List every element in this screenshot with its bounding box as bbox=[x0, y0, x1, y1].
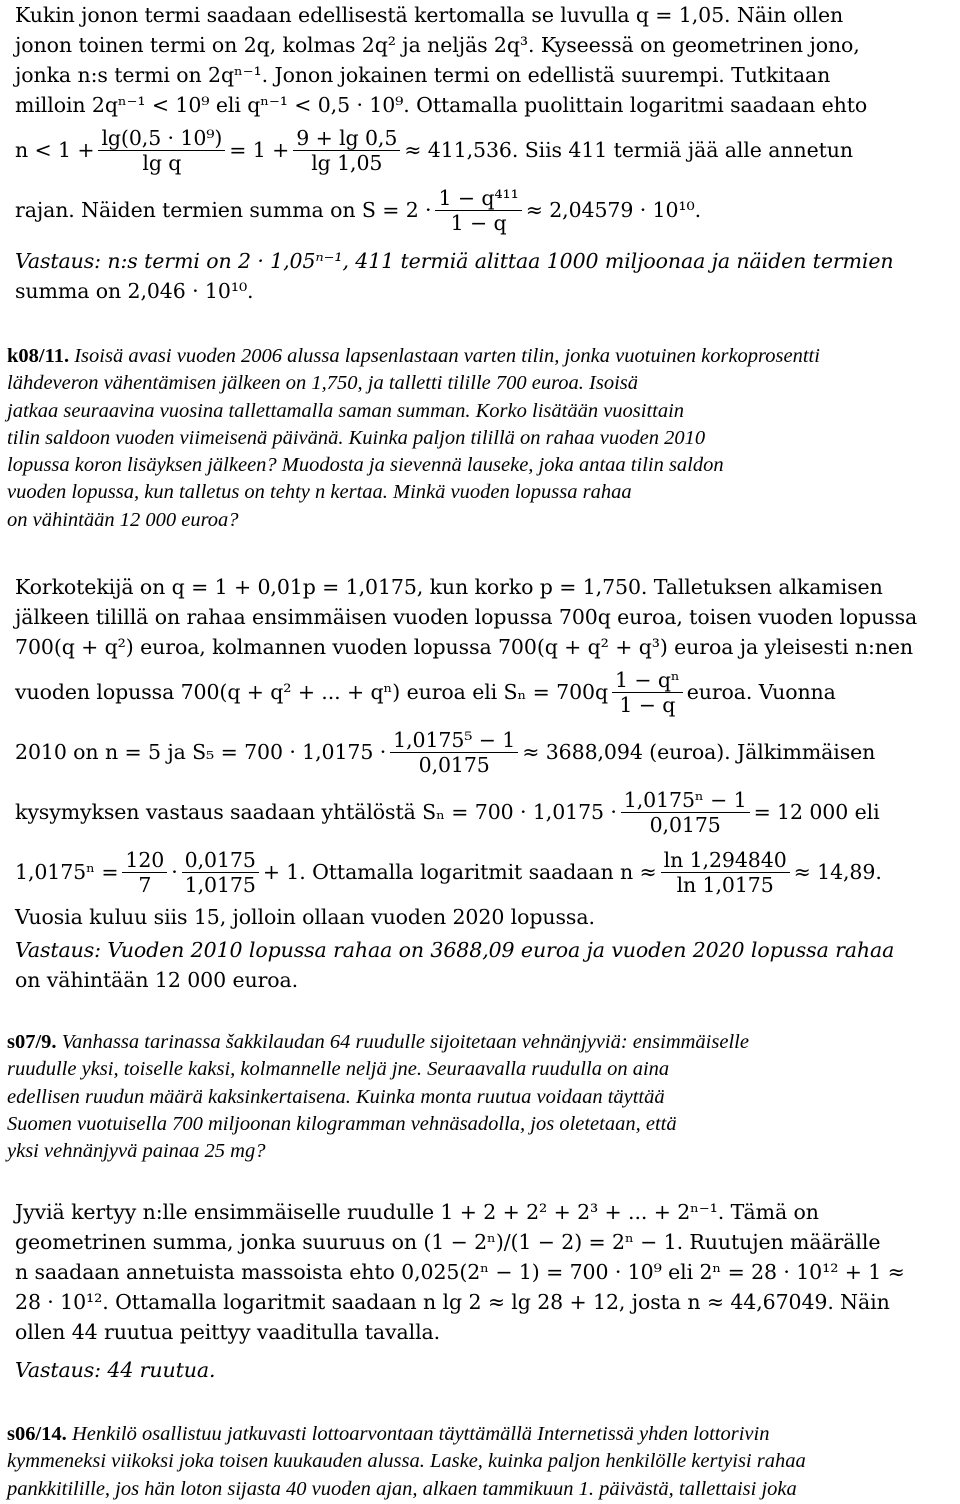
answer-block-3 bbox=[0, 1355, 960, 1385]
answer-line: Vastaus: n:s termi on 2 · 1,05ⁿ⁻¹, 411 termiä alittaa 1000 miljoonaa ja näiden termien bbox=[15, 249, 894, 273]
equation-line: 2010 on n = 5 ja S₅ = 700 · 1,0175 · $\frac{\text{1,0175⁵ − 1}}{0,0175}$ ≈ 3688,094 (euroa). Jälkimmäisen bbox=[15, 727, 876, 777]
fraction: $\frac{\text{1 − q⁴¹¹}}{1 - q}$ bbox=[435, 186, 521, 235]
question-code: k08/11. bbox=[7, 345, 70, 367]
question-code: s07/9. bbox=[7, 1031, 57, 1053]
text-line: jälkeen tilillä on rahaa ensimmäisen vuoden lopussa 700q euroa, toisen vuoden lopussa bbox=[15, 605, 918, 629]
text-line: jonka n:s termi on 2qⁿ⁻¹. Jonon jokainen termi on edellistä suurempi. Tutkitaan bbox=[15, 63, 831, 87]
equation-line: rajan. Näiden termien summa on S = 2 · $\frac{\text{1 − q⁴¹¹}}{1 - q}$ ≈ 2,04579 · 10¹⁰. bbox=[15, 185, 702, 235]
answer-line: Vastaus: 44 ruutua. bbox=[15, 1358, 216, 1382]
text-line: ollen 44 ruutua peittyy vaaditulla tavalla. bbox=[15, 1320, 441, 1344]
question-s07-9: s07/9. Vanhassa tarinassa šakkilaudan 64 ruudulle sijoitetaan vehnänjyviä: ensimmäiselle ruudulle yksi, toiselle kaksi, kolmannelle neljä jne. Seuraavalla ruudulla on aina edellisen ruudun määrä kaksinkertaisena. Kuinka monta ruutua voidaan täyttää Suomen vuotuisella 700 miljoonan kilogramman vehnäsadolla, jos oletetaan, että yksi vehnänjyvä painaa 25 mg? bbox=[0, 1029, 960, 1165]
fraction: $\frac{\text{1,0175ⁿ − 1}}{0,0175}$ bbox=[621, 788, 750, 837]
answer-block-1 bbox=[0, 246, 960, 306]
text-line: lähdeveron vähentämisen jälkeen on 1,750, ja talletti tilille 700 euroa. Isoisä bbox=[7, 372, 639, 395]
text-line: n saadaan annetuista massoista ehto 0,025(2ⁿ − 1) = 700 · 10⁹ eli 2ⁿ = 28 · 10¹² + 1 ≈ bbox=[15, 1260, 905, 1284]
equation-line: n < 1 + $\frac{\text{lg(0,5 · 10⁹)}}{\text{lg q}}$ = 1 + $\frac{9 + \lg 0,5}{\lg 1,05}$ ≈ 411,536. Siis 411 termiä jää alle annetun bbox=[15, 125, 853, 175]
fraction: $\frac{\text{1 − qⁿ}}{1 - q}$ bbox=[612, 668, 683, 717]
solution-block-3 bbox=[0, 1197, 960, 1347]
equation-line: vuoden lopussa 700(q + q² + ... + qⁿ) euroa eli Sₙ = 700q $\frac{\text{1 − qⁿ}}{1 - q}$ euroa. Vuonna bbox=[15, 667, 836, 717]
text-line: jatkaa seuraavina vuosina tallettamalla saman summan. Korko lisätään vuosittain bbox=[7, 399, 685, 422]
question-s06-14: s06/14. Henkilö osallistuu jatkuvasti lottoarvontaan täyttämällä Internetissä yhden lottorivin kymmeneksi viikoksi joka toisen kuukauden alussa. Laske, kuinka paljon henkilölle kertyisi rahaa pankkitilille, jos hän loton sijasta 40 vuoden ajan, alkaen tammikuun 1. päivästä, tallettaisi joka bbox=[0, 1421, 960, 1503]
text-line: pankkitilille, jos hän loton sijasta 40 vuoden ajan, alkaen tammikuun 1. päivästä, tallettaisi joka bbox=[7, 1477, 797, 1500]
fraction: $\frac{\text{1,0175⁵ − 1}}{0,0175}$ bbox=[390, 728, 518, 777]
text-line: geometrinen summa, jonka suuruus on (1 − 2ⁿ)/(1 − 2) = 2ⁿ − 1. Ruutujen määrälle bbox=[15, 1230, 881, 1254]
answer-line: Vastaus: Vuoden 2010 lopussa rahaa on 3688,09 euroa ja vuoden 2020 lopussa rahaa bbox=[15, 938, 895, 962]
text-line: vuoden lopussa, kun talletus on tehty n kertaa. Minkä vuoden lopussa rahaa bbox=[7, 481, 632, 504]
fraction: $\frac{\ln 1,294840}{\ln 1,0175}$ bbox=[661, 848, 790, 897]
text-line: edellisen ruudun määrä kaksinkertaisena. Kuinka monta ruutua voidaan täyttää bbox=[7, 1085, 665, 1108]
text-line: lopussa koron lisäyksen jälkeen? Muodosta ja sievennä lauseke, joka antaa tilin saldon bbox=[7, 454, 724, 477]
text-line: jonon toinen termi on 2q, kolmas 2q² ja neljäs 2q³. Kyseessä on geometrinen jono, bbox=[15, 33, 860, 57]
text-line: Kukin jonon termi saadaan edellisestä kertomalla se luvulla q = 1,05. Näin ollen bbox=[15, 3, 844, 27]
text-line: tilin saldoon vuoden viimeisenä päivänä. Kuinka paljon tilillä on rahaa vuoden 2010 bbox=[7, 426, 706, 449]
text-line: Korkotekijä on q = 1 + 0,01p = 1,0175, kun korko p = 1,750. Talletuksen alkamisen bbox=[15, 575, 883, 599]
fraction: $\frac{0,0175}{1,0175}$ bbox=[182, 848, 259, 897]
fraction: $\frac{120}{7}$ bbox=[122, 848, 167, 897]
fraction: $\frac{9 + \lg 0,5}{\lg 1,05}$ bbox=[293, 126, 400, 175]
equation-line: kysymyksen vastaus saadaan yhtälöstä Sₙ = 700 · 1,0175 · $\frac{\text{1,0175ⁿ − 1}}{0,0175}$ = 12 000 eli bbox=[15, 787, 880, 837]
text-line: Suomen vuotuisella 700 miljoonan kilogramman vehnäsadolla, jos oletetaan, että bbox=[7, 1112, 677, 1135]
text-line: yksi vehnänjyvä painaa 25 mg? bbox=[7, 1140, 266, 1163]
solution-block-1 bbox=[0, 0, 960, 240]
fraction: $\frac{\text{lg(0,5 · 10⁹)}}{\text{lg q}}$ bbox=[98, 126, 225, 175]
text-line: ruudulle yksi, toiselle kaksi, kolmannelle neljä jne. Seuraavalla ruudulla on aina bbox=[7, 1058, 670, 1081]
answer-line: on vähintään 12 000 euroa. bbox=[15, 968, 299, 992]
question-code: s06/14. bbox=[7, 1423, 67, 1445]
equation-line: 1,0175ⁿ = $\frac{120}{7}$ · $\frac{0,0175}{1,0175}$ + 1. Ottamalla logaritmit saadaan n ≈ $\frac{\ln 1,294840}{\ln 1,0175}$ ≈ 14,89. bbox=[15, 847, 882, 897]
text-line: kymmeneksi viikoksi joka toisen kuukauden alussa. Laske, kuinka paljon henkilölle kertyisi rahaa bbox=[7, 1450, 806, 1473]
text-line: Vuosia kuluu siis 15, jolloin ollaan vuoden 2020 lopussa. bbox=[15, 905, 595, 929]
solution-block-2 bbox=[0, 572, 960, 932]
question-k08-11: k08/11. Isoisä avasi vuoden 2006 alussa lapsenlastaan varten tilin, jonka vuotuinen korkoprosentti lähdeveron vähentämisen jälkeen on 1,750, ja talletti tilille 700 euroa. Isoisä jatkaa seuraavina vuosina tallettamalla saman summan. Korko lisätään vuosittain tilin saldoon vuoden viimeisenä päivänä. Kuinka paljon tilillä on rahaa vuoden 2010 lopussa koron lisäyksen jälkeen? Muodosta ja sievennä lauseke, joka antaa tilin saldon vuoden lopussa, kun talletus on tehty n kertaa. Minkä vuoden lopussa rahaa on vähintään 12 000 euroa? bbox=[0, 343, 960, 534]
text-line: on vähintään 12 000 euroa? bbox=[7, 508, 239, 531]
text-line: 700(q + q²) euroa, kolmannen vuoden lopussa 700(q + q² + q³) euroa ja yleisesti n:nen bbox=[15, 635, 914, 659]
answer-block-2 bbox=[0, 935, 960, 995]
answer-line: summa on 2,046 · 10¹⁰. bbox=[15, 279, 254, 303]
text-line: 28 · 10¹². Ottamalla logaritmit saadaan n lg 2 ≈ lg 28 + 12, josta n ≈ 44,67049. Näin bbox=[15, 1290, 890, 1314]
text-line: Jyviä kertyy n:lle ensimmäiselle ruudulle 1 + 2 + 2² + 2³ + ... + 2ⁿ⁻¹. Tämä on bbox=[15, 1200, 819, 1224]
text-line: milloin 2qⁿ⁻¹ < 10⁹ eli qⁿ⁻¹ < 0,5 · 10⁹. Ottamalla puolittain logaritmi saadaan ehto bbox=[15, 93, 868, 117]
